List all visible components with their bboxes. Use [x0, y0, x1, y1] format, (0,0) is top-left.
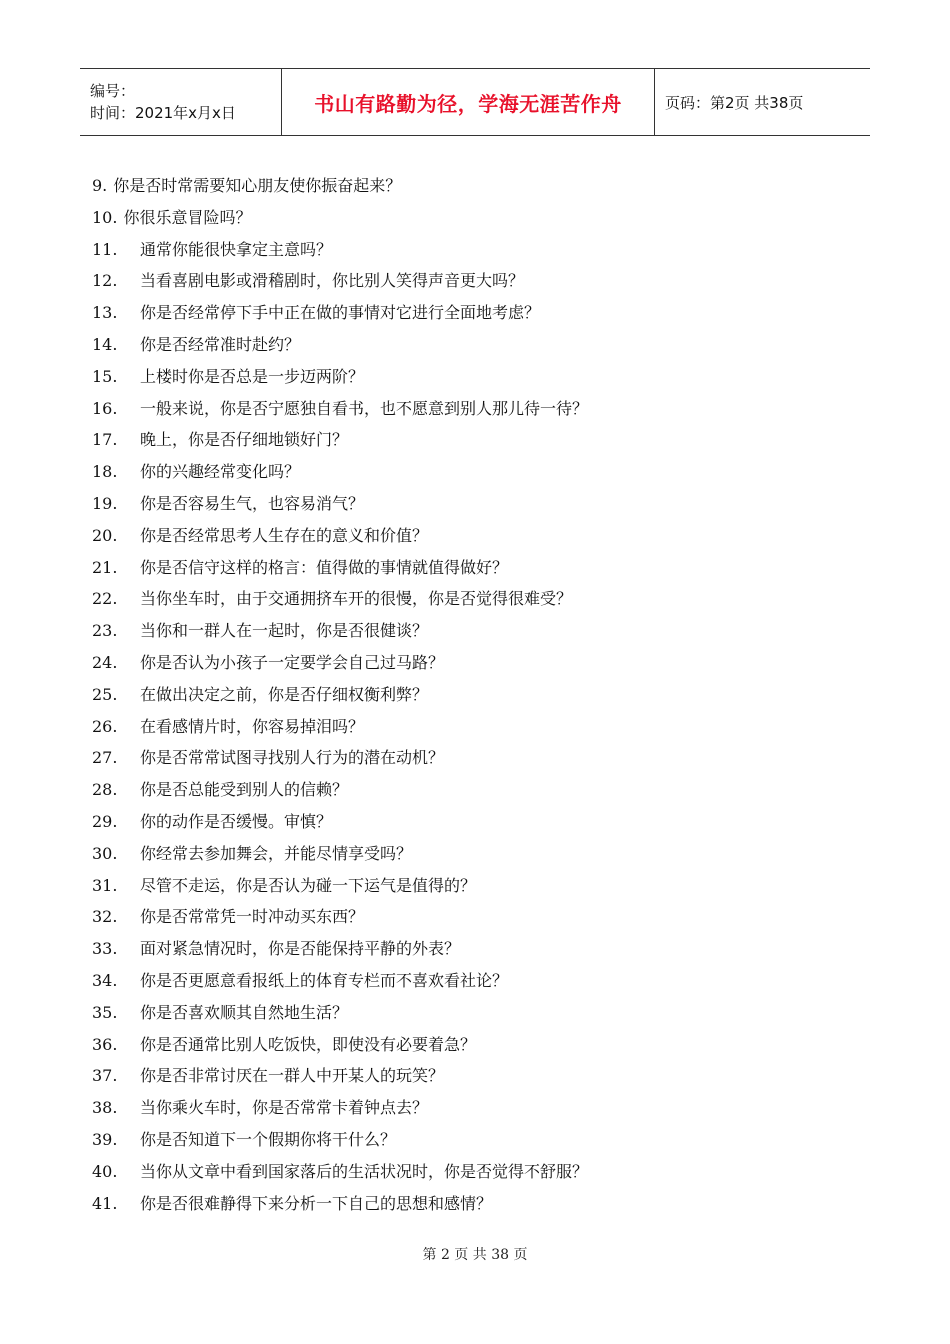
question-item — [92, 711, 872, 743]
question-text: 一般来说，你是否宁愿独自看书，也不愿意到别人那儿待一待？ — [140, 398, 589, 418]
question-number: 10. — [92, 207, 118, 227]
header-info-cell — [80, 69, 282, 135]
question-text: 你的动作是否缓慢。审慎？ — [140, 811, 333, 831]
question-text: 你是否喜欢顺其自然地生活？ — [140, 1002, 349, 1022]
question-number: 13. — [92, 303, 118, 323]
question-number: 35. — [92, 1002, 118, 1022]
question-number: 22. — [92, 589, 118, 609]
question-text: 当你坐车时，由于交通拥挤车开的很慢，你是否觉得很难受？ — [140, 589, 573, 609]
question-number: 34. — [92, 970, 118, 990]
question-item — [92, 1092, 872, 1124]
question-text: 你是否认为小孩子一定要学会自己过马路？ — [140, 652, 445, 672]
question-text: 当你和一群人在一起时，你是否很健谈？ — [140, 621, 429, 641]
question-item — [92, 647, 872, 679]
question-text: 你是否信守这样的格言：值得做的事情就值得做好？ — [140, 557, 509, 577]
question-item — [92, 329, 872, 361]
question-number: 25. — [92, 684, 118, 704]
question-text: 你是否知道下一个假期你将干什么？ — [140, 1129, 397, 1149]
question-item — [92, 234, 872, 266]
question-item — [92, 806, 872, 838]
question-item — [92, 838, 872, 870]
question-item — [92, 1156, 872, 1188]
question-text: 你是否经常准时赴约？ — [140, 334, 301, 354]
doc-number-label: 编号： — [90, 82, 136, 100]
question-number: 18. — [92, 462, 118, 482]
question-item — [92, 1188, 872, 1220]
question-item — [92, 202, 872, 234]
question-number: 23. — [92, 621, 118, 641]
question-item — [92, 870, 872, 902]
question-number: 19. — [92, 493, 118, 513]
question-item — [92, 933, 872, 965]
question-item — [92, 965, 872, 997]
question-number: 21. — [92, 557, 118, 577]
question-text: 你是否时常需要知心朋友使你振奋起来？ — [113, 176, 402, 195]
question-number: 15. — [92, 366, 118, 386]
question-text: 你是否常常凭一时冲动买东西？ — [140, 907, 365, 927]
question-number: 29. — [92, 811, 118, 831]
question-item — [92, 170, 872, 202]
question-text: 当看喜剧电影或滑稽剧时，你比别人笑得声音更大吗？ — [140, 271, 525, 291]
question-item — [92, 583, 872, 615]
question-number: 40. — [92, 1161, 118, 1181]
question-number: 39. — [92, 1129, 118, 1149]
question-item — [92, 1029, 872, 1061]
question-text: 当你乘火车时，你是否常常卡着钟点去？ — [140, 1098, 429, 1118]
question-text: 你很乐意冒险吗？ — [123, 207, 252, 227]
question-text: 你是否经常停下手中正在做的事情对它进行全面地考虑？ — [140, 303, 541, 323]
question-number: 26. — [92, 716, 118, 736]
header-motto-cell — [282, 69, 655, 135]
question-item — [92, 901, 872, 933]
question-number: 17. — [92, 430, 118, 450]
question-item — [92, 488, 872, 520]
question-number: 14. — [92, 334, 118, 354]
header-page-cell — [655, 69, 870, 135]
question-list — [92, 170, 872, 1219]
question-text: 在做出决定之前，你是否仔细权衡利弊？ — [140, 684, 429, 704]
question-number: 30. — [92, 843, 118, 863]
question-item — [92, 679, 872, 711]
question-item — [92, 393, 872, 425]
question-number: 31. — [92, 875, 118, 895]
page-footer: 第 2 页 共 38 页 — [422, 1247, 528, 1263]
question-text: 你经常去参加舞会，并能尽情享受吗？ — [140, 843, 413, 863]
motto-text: 书山有路勤为径，学海无涯苦作舟 — [314, 91, 622, 116]
question-item — [92, 1124, 872, 1156]
question-text: 面对紧急情况时，你是否能保持平静的外表？ — [140, 939, 461, 959]
question-number: 37. — [92, 1066, 118, 1086]
question-text: 在看感情片时，你容易掉泪吗？ — [140, 716, 365, 736]
question-text: 你是否总能受到别人的信赖？ — [140, 780, 349, 800]
question-text: 通常你能很快拿定主意吗？ — [140, 239, 333, 259]
question-number: 38. — [92, 1098, 118, 1118]
question-text: 当你从文章中看到国家落后的生活状况时，你是否觉得不舒服？ — [140, 1161, 589, 1181]
question-text: 晚上，你是否仔细地锁好门？ — [140, 430, 349, 450]
question-number: 12. — [92, 271, 118, 291]
doc-date-label: 时间：2021年x月x日 — [90, 104, 236, 122]
question-number: 20. — [92, 525, 118, 545]
question-number: 28. — [92, 780, 118, 800]
question-item — [92, 361, 872, 393]
header-page-label: 页码：第2页 共38页 — [665, 93, 804, 112]
question-text: 你是否更愿意看报纸上的体育专栏而不喜欢看社论？ — [140, 970, 509, 990]
question-text: 你是否通常比别人吃饭快，即使没有必要着急？ — [140, 1034, 477, 1054]
question-text: 你是否很难静得下来分析一下自己的思想和感情？ — [140, 1193, 493, 1213]
question-text: 你是否非常讨厌在一群人中开某人的玩笑？ — [140, 1066, 445, 1086]
question-item — [92, 456, 872, 488]
question-text: 尽管不走运，你是否认为碰一下运气是值得的？ — [140, 875, 477, 895]
question-number: 36. — [92, 1034, 118, 1054]
question-number: 11. — [92, 239, 118, 259]
question-number: 27. — [92, 748, 118, 768]
question-item — [92, 742, 872, 774]
question-text: 上楼时你是否总是一步迈两阶？ — [140, 366, 365, 386]
question-item — [92, 774, 872, 806]
question-item — [92, 997, 872, 1029]
question-text: 你是否常常试图寻找别人行为的潜在动机？ — [140, 748, 445, 768]
question-text: 你是否容易生气，也容易消气？ — [140, 493, 365, 513]
question-item — [92, 552, 872, 584]
page-header — [80, 68, 870, 136]
question-text: 你是否经常思考人生存在的意义和价值？ — [140, 525, 429, 545]
question-number: 33. — [92, 939, 118, 959]
question-number: 16. — [92, 398, 118, 418]
question-number: 41. — [92, 1193, 118, 1213]
question-number: 9. — [92, 176, 108, 195]
question-text: 你的兴趣经常变化吗？ — [140, 462, 301, 482]
question-number: 24. — [92, 652, 118, 672]
question-item — [92, 265, 872, 297]
question-item — [92, 615, 872, 647]
question-item — [92, 424, 872, 456]
question-item — [92, 1060, 872, 1092]
question-item — [92, 297, 872, 329]
question-number: 32. — [92, 907, 118, 927]
question-item — [92, 520, 872, 552]
